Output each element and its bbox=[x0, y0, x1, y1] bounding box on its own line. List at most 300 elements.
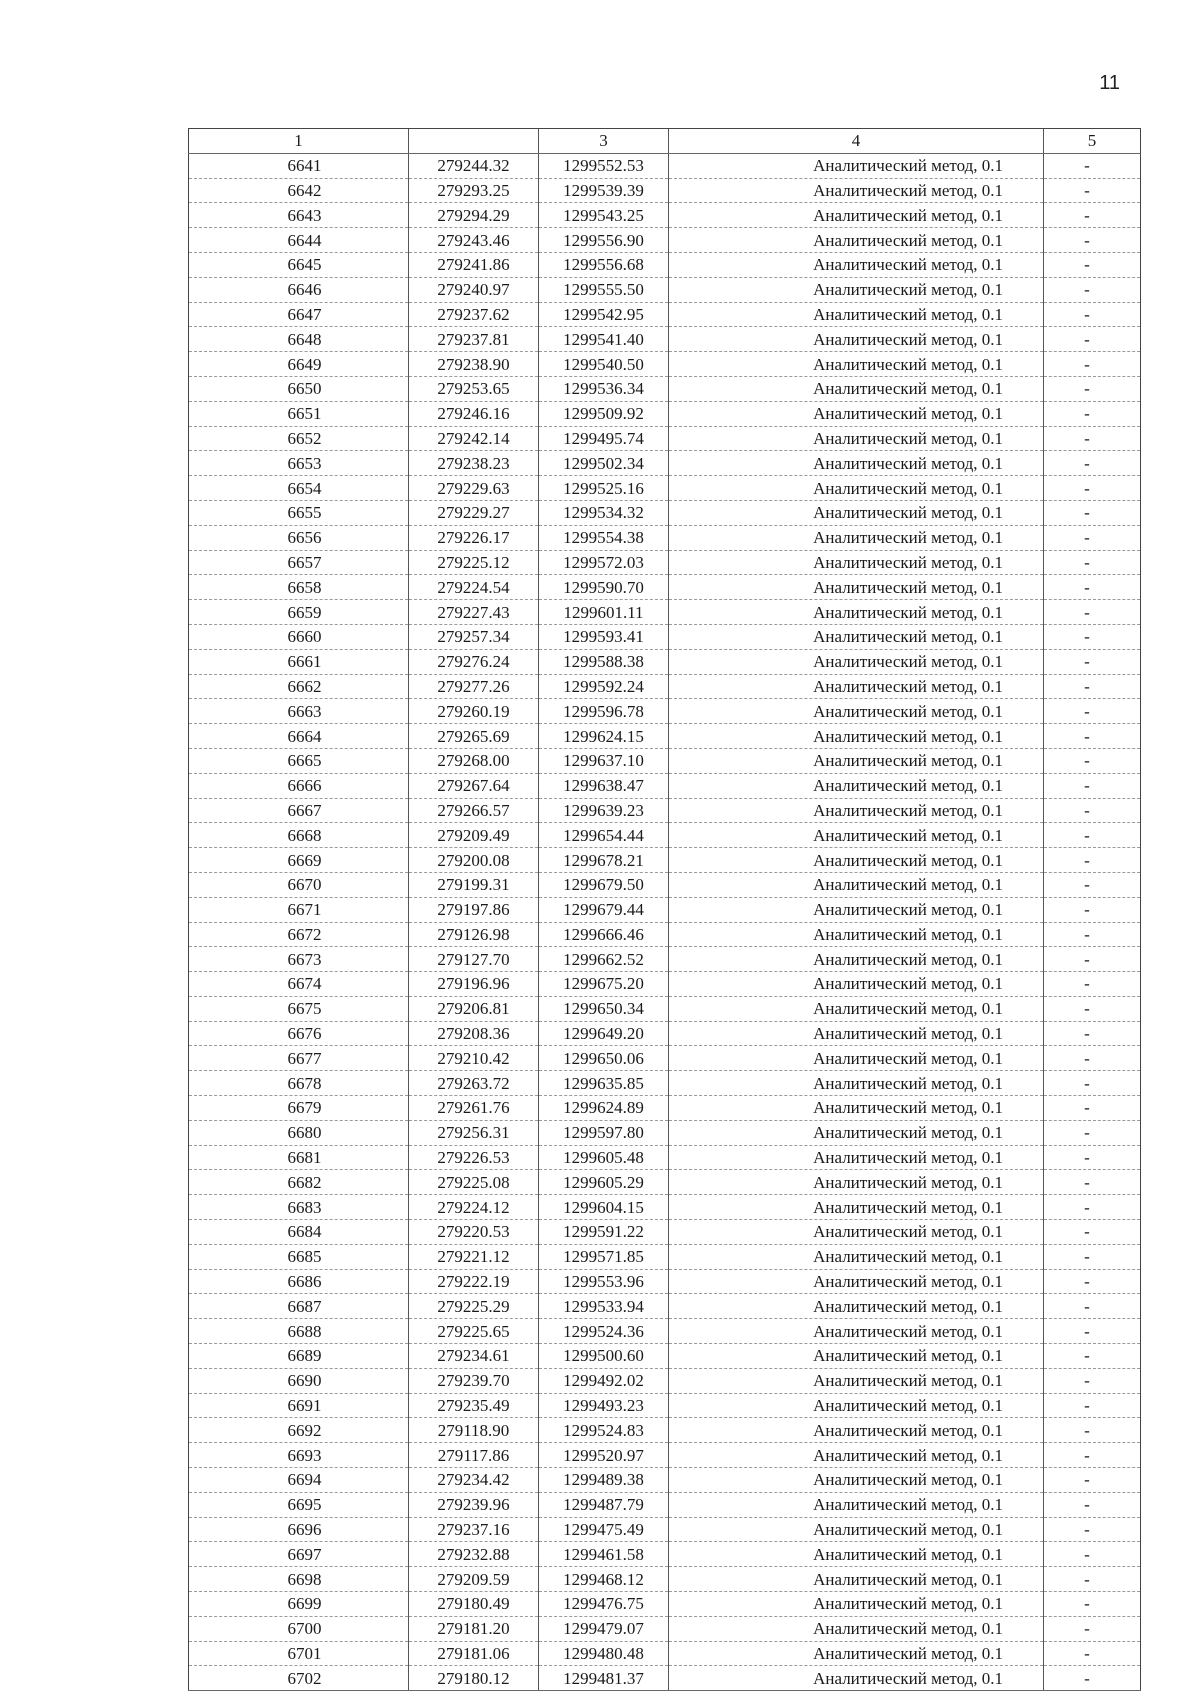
point-number-cell: 6672 bbox=[189, 922, 409, 947]
coord-x-cell: 279197.86 bbox=[409, 897, 539, 922]
coord-x-cell: 279276.24 bbox=[409, 649, 539, 674]
note-cell: - bbox=[1044, 1666, 1141, 1691]
table-row bbox=[189, 426, 1141, 451]
method-accuracy-cell: Аналитический метод, 0.1 bbox=[669, 1220, 1044, 1245]
method-accuracy-cell: Аналитический метод, 0.1 bbox=[669, 1666, 1044, 1691]
point-number-cell: 6653 bbox=[189, 451, 409, 476]
coord-x-cell: 279234.61 bbox=[409, 1344, 539, 1369]
note-cell: - bbox=[1044, 1170, 1141, 1195]
point-number-cell: 6701 bbox=[189, 1641, 409, 1666]
table-row bbox=[189, 1641, 1141, 1666]
method-accuracy-cell: Аналитический метод, 0.1 bbox=[669, 1096, 1044, 1121]
note-cell: - bbox=[1044, 1542, 1141, 1567]
note-cell: - bbox=[1044, 773, 1141, 798]
method-accuracy-cell: Аналитический метод, 0.1 bbox=[669, 476, 1044, 501]
table-row bbox=[189, 1071, 1141, 1096]
point-number-cell: 6655 bbox=[189, 500, 409, 525]
table-row bbox=[189, 649, 1141, 674]
coord-y-cell: 1299556.68 bbox=[539, 252, 669, 277]
table-row bbox=[189, 277, 1141, 302]
table-row bbox=[189, 1344, 1141, 1369]
table-row bbox=[189, 848, 1141, 873]
coord-x-cell: 279256.31 bbox=[409, 1120, 539, 1145]
coord-y-cell: 1299635.85 bbox=[539, 1071, 669, 1096]
method-accuracy-cell: Аналитический метод, 0.1 bbox=[669, 773, 1044, 798]
coord-x-cell: 279242.14 bbox=[409, 426, 539, 451]
table-row bbox=[189, 1517, 1141, 1542]
coord-x-cell: 279265.69 bbox=[409, 724, 539, 749]
method-accuracy-cell: Аналитический метод, 0.1 bbox=[669, 550, 1044, 575]
method-accuracy-cell: Аналитический метод, 0.1 bbox=[669, 327, 1044, 352]
method-accuracy-cell: Аналитический метод, 0.1 bbox=[669, 1021, 1044, 1046]
column-header-5: 5 bbox=[1044, 129, 1141, 154]
method-accuracy-cell: Аналитический метод, 0.1 bbox=[669, 748, 1044, 773]
table-row bbox=[189, 1368, 1141, 1393]
coord-x-cell: 279196.96 bbox=[409, 972, 539, 997]
method-accuracy-cell: Аналитический метод, 0.1 bbox=[669, 1492, 1044, 1517]
table-row bbox=[189, 1145, 1141, 1170]
method-accuracy-cell: Аналитический метод, 0.1 bbox=[669, 1195, 1044, 1220]
coord-y-cell: 1299475.49 bbox=[539, 1517, 669, 1542]
coord-x-cell: 279260.19 bbox=[409, 699, 539, 724]
coord-y-cell: 1299543.25 bbox=[539, 203, 669, 228]
coord-x-cell: 279209.59 bbox=[409, 1567, 539, 1592]
coord-y-cell: 1299468.12 bbox=[539, 1567, 669, 1592]
coord-y-cell: 1299650.34 bbox=[539, 996, 669, 1021]
coord-x-cell: 279220.53 bbox=[409, 1220, 539, 1245]
method-accuracy-cell: Аналитический метод, 0.1 bbox=[669, 1071, 1044, 1096]
method-accuracy-cell: Аналитический метод, 0.1 bbox=[669, 1616, 1044, 1641]
note-cell: - bbox=[1044, 674, 1141, 699]
coord-y-cell: 1299489.38 bbox=[539, 1468, 669, 1493]
note-cell: - bbox=[1044, 1294, 1141, 1319]
coord-x-cell: 279181.20 bbox=[409, 1616, 539, 1641]
coord-x-cell: 279239.70 bbox=[409, 1368, 539, 1393]
note-cell: - bbox=[1044, 1592, 1141, 1617]
point-number-cell: 6663 bbox=[189, 699, 409, 724]
coord-y-cell: 1299539.39 bbox=[539, 178, 669, 203]
coord-y-cell: 1299679.44 bbox=[539, 897, 669, 922]
method-accuracy-cell: Аналитический метод, 0.1 bbox=[669, 1567, 1044, 1592]
coord-y-cell: 1299666.46 bbox=[539, 922, 669, 947]
note-cell: - bbox=[1044, 302, 1141, 327]
coord-y-cell: 1299493.23 bbox=[539, 1393, 669, 1418]
coord-x-cell: 279222.19 bbox=[409, 1269, 539, 1294]
coord-x-cell: 279237.81 bbox=[409, 327, 539, 352]
coord-y-cell: 1299524.83 bbox=[539, 1418, 669, 1443]
coord-y-cell: 1299650.06 bbox=[539, 1046, 669, 1071]
table-row bbox=[189, 947, 1141, 972]
point-number-cell: 6699 bbox=[189, 1592, 409, 1617]
table-row bbox=[189, 451, 1141, 476]
coord-x-cell: 279261.76 bbox=[409, 1096, 539, 1121]
table-row bbox=[189, 327, 1141, 352]
coord-y-cell: 1299638.47 bbox=[539, 773, 669, 798]
table-row bbox=[189, 972, 1141, 997]
coord-y-cell: 1299553.96 bbox=[539, 1269, 669, 1294]
table-row bbox=[189, 302, 1141, 327]
table-row bbox=[189, 1269, 1141, 1294]
table-row bbox=[189, 476, 1141, 501]
point-number-cell: 6646 bbox=[189, 277, 409, 302]
table-row bbox=[189, 674, 1141, 699]
method-accuracy-cell: Аналитический метод, 0.1 bbox=[669, 624, 1044, 649]
coord-x-cell: 279240.97 bbox=[409, 277, 539, 302]
method-accuracy-cell: Аналитический метод, 0.1 bbox=[669, 1294, 1044, 1319]
coord-y-cell: 1299524.36 bbox=[539, 1319, 669, 1344]
point-number-cell: 6669 bbox=[189, 848, 409, 873]
coord-y-cell: 1299678.21 bbox=[539, 848, 669, 873]
coord-y-cell: 1299590.70 bbox=[539, 575, 669, 600]
note-cell: - bbox=[1044, 550, 1141, 575]
coord-x-cell: 279200.08 bbox=[409, 848, 539, 873]
point-number-cell: 6661 bbox=[189, 649, 409, 674]
coord-y-cell: 1299479.07 bbox=[539, 1616, 669, 1641]
coord-x-cell: 279277.26 bbox=[409, 674, 539, 699]
note-cell: - bbox=[1044, 1096, 1141, 1121]
method-accuracy-cell: Аналитический метод, 0.1 bbox=[669, 724, 1044, 749]
coord-y-cell: 1299555.50 bbox=[539, 277, 669, 302]
note-cell: - bbox=[1044, 1195, 1141, 1220]
table-row bbox=[189, 1021, 1141, 1046]
point-number-cell: 6664 bbox=[189, 724, 409, 749]
coord-x-cell: 279267.64 bbox=[409, 773, 539, 798]
coord-y-cell: 1299662.52 bbox=[539, 947, 669, 972]
note-cell: - bbox=[1044, 178, 1141, 203]
note-cell: - bbox=[1044, 649, 1141, 674]
point-number-cell: 6690 bbox=[189, 1368, 409, 1393]
page-number: 11 bbox=[1099, 72, 1120, 94]
point-number-cell: 6686 bbox=[189, 1269, 409, 1294]
coord-y-cell: 1299624.15 bbox=[539, 724, 669, 749]
coord-x-cell: 279232.88 bbox=[409, 1542, 539, 1567]
coord-y-cell: 1299492.02 bbox=[539, 1368, 669, 1393]
note-cell: - bbox=[1044, 947, 1141, 972]
coord-x-cell: 279180.12 bbox=[409, 1666, 539, 1691]
point-number-cell: 6677 bbox=[189, 1046, 409, 1071]
table-row bbox=[189, 773, 1141, 798]
note-cell: - bbox=[1044, 451, 1141, 476]
note-cell: - bbox=[1044, 1220, 1141, 1245]
point-number-cell: 6648 bbox=[189, 327, 409, 352]
note-cell: - bbox=[1044, 798, 1141, 823]
note-cell: - bbox=[1044, 426, 1141, 451]
method-accuracy-cell: Аналитический метод, 0.1 bbox=[669, 1120, 1044, 1145]
point-number-cell: 6685 bbox=[189, 1244, 409, 1269]
method-accuracy-cell: Аналитический метод, 0.1 bbox=[669, 922, 1044, 947]
point-number-cell: 6670 bbox=[189, 872, 409, 897]
table-row bbox=[189, 1244, 1141, 1269]
note-cell: - bbox=[1044, 897, 1141, 922]
table-row bbox=[189, 1220, 1141, 1245]
point-number-cell: 6698 bbox=[189, 1567, 409, 1592]
table-row bbox=[189, 748, 1141, 773]
table-row bbox=[189, 203, 1141, 228]
note-cell: - bbox=[1044, 1344, 1141, 1369]
coord-x-cell: 279225.29 bbox=[409, 1294, 539, 1319]
point-number-cell: 6702 bbox=[189, 1666, 409, 1691]
coord-y-cell: 1299520.97 bbox=[539, 1443, 669, 1468]
method-accuracy-cell: Аналитический метод, 0.1 bbox=[669, 1269, 1044, 1294]
note-cell: - bbox=[1044, 972, 1141, 997]
coord-x-cell: 279117.86 bbox=[409, 1443, 539, 1468]
coord-y-cell: 1299540.50 bbox=[539, 352, 669, 377]
table-row bbox=[189, 550, 1141, 575]
method-accuracy-cell: Аналитический метод, 0.1 bbox=[669, 1319, 1044, 1344]
method-accuracy-cell: Аналитический метод, 0.1 bbox=[669, 500, 1044, 525]
table-row bbox=[189, 1393, 1141, 1418]
coord-x-cell: 279241.86 bbox=[409, 252, 539, 277]
note-cell: - bbox=[1044, 748, 1141, 773]
note-cell: - bbox=[1044, 376, 1141, 401]
method-accuracy-cell: Аналитический метод, 0.1 bbox=[669, 178, 1044, 203]
table-row bbox=[189, 699, 1141, 724]
point-number-cell: 6695 bbox=[189, 1492, 409, 1517]
method-accuracy-cell: Аналитический метод, 0.1 bbox=[669, 1641, 1044, 1666]
note-cell: - bbox=[1044, 1393, 1141, 1418]
method-accuracy-cell: Аналитический метод, 0.1 bbox=[669, 401, 1044, 426]
method-accuracy-cell: Аналитический метод, 0.1 bbox=[669, 228, 1044, 253]
note-cell: - bbox=[1044, 624, 1141, 649]
point-number-cell: 6691 bbox=[189, 1393, 409, 1418]
coord-x-cell: 279210.42 bbox=[409, 1046, 539, 1071]
table-body bbox=[189, 153, 1141, 1690]
coord-y-cell: 1299509.92 bbox=[539, 401, 669, 426]
point-number-cell: 6684 bbox=[189, 1220, 409, 1245]
point-number-cell: 6680 bbox=[189, 1120, 409, 1145]
coord-y-cell: 1299495.74 bbox=[539, 426, 669, 451]
point-number-cell: 6679 bbox=[189, 1096, 409, 1121]
coord-y-cell: 1299654.44 bbox=[539, 823, 669, 848]
point-number-cell: 6682 bbox=[189, 1170, 409, 1195]
coord-y-cell: 1299679.50 bbox=[539, 872, 669, 897]
point-number-cell: 6643 bbox=[189, 203, 409, 228]
point-number-cell: 6683 bbox=[189, 1195, 409, 1220]
note-cell: - bbox=[1044, 277, 1141, 302]
method-accuracy-cell: Аналитический метод, 0.1 bbox=[669, 848, 1044, 873]
table-row bbox=[189, 252, 1141, 277]
table-row bbox=[189, 376, 1141, 401]
table-row bbox=[189, 153, 1141, 178]
note-cell: - bbox=[1044, 327, 1141, 352]
coord-x-cell: 279263.72 bbox=[409, 1071, 539, 1096]
table-row bbox=[189, 1616, 1141, 1641]
note-cell: - bbox=[1044, 1021, 1141, 1046]
point-number-cell: 6673 bbox=[189, 947, 409, 972]
note-cell: - bbox=[1044, 1046, 1141, 1071]
table-row bbox=[189, 872, 1141, 897]
coord-x-cell: 279253.65 bbox=[409, 376, 539, 401]
coord-y-cell: 1299572.03 bbox=[539, 550, 669, 575]
point-number-cell: 6700 bbox=[189, 1616, 409, 1641]
method-accuracy-cell: Аналитический метод, 0.1 bbox=[669, 1542, 1044, 1567]
coord-x-cell: 279237.62 bbox=[409, 302, 539, 327]
column-header-1: 1 bbox=[189, 129, 409, 154]
coord-y-cell: 1299604.15 bbox=[539, 1195, 669, 1220]
table-row bbox=[189, 228, 1141, 253]
point-number-cell: 6662 bbox=[189, 674, 409, 699]
coord-y-cell: 1299541.40 bbox=[539, 327, 669, 352]
coordinates-table bbox=[188, 128, 1141, 1691]
coord-x-cell: 279244.32 bbox=[409, 153, 539, 178]
method-accuracy-cell: Аналитический метод, 0.1 bbox=[669, 823, 1044, 848]
table-row bbox=[189, 1418, 1141, 1443]
method-accuracy-cell: Аналитический метод, 0.1 bbox=[669, 1244, 1044, 1269]
note-cell: - bbox=[1044, 525, 1141, 550]
table-row bbox=[189, 401, 1141, 426]
table-row bbox=[189, 1468, 1141, 1493]
note-cell: - bbox=[1044, 401, 1141, 426]
method-accuracy-cell: Аналитический метод, 0.1 bbox=[669, 1443, 1044, 1468]
point-number-cell: 6674 bbox=[189, 972, 409, 997]
coord-y-cell: 1299605.48 bbox=[539, 1145, 669, 1170]
point-number-cell: 6652 bbox=[189, 426, 409, 451]
coord-y-cell: 1299552.53 bbox=[539, 153, 669, 178]
note-cell: - bbox=[1044, 1492, 1141, 1517]
note-cell: - bbox=[1044, 203, 1141, 228]
method-accuracy-cell: Аналитический метод, 0.1 bbox=[669, 798, 1044, 823]
method-accuracy-cell: Аналитический метод, 0.1 bbox=[669, 203, 1044, 228]
coord-y-cell: 1299639.23 bbox=[539, 798, 669, 823]
coord-y-cell: 1299596.78 bbox=[539, 699, 669, 724]
coord-x-cell: 279118.90 bbox=[409, 1418, 539, 1443]
coord-x-cell: 279126.98 bbox=[409, 922, 539, 947]
table-row bbox=[189, 178, 1141, 203]
method-accuracy-cell: Аналитический метод, 0.1 bbox=[669, 674, 1044, 699]
coord-y-cell: 1299588.38 bbox=[539, 649, 669, 674]
table-row bbox=[189, 897, 1141, 922]
coord-x-cell: 279226.17 bbox=[409, 525, 539, 550]
coord-y-cell: 1299597.80 bbox=[539, 1120, 669, 1145]
note-cell: - bbox=[1044, 575, 1141, 600]
note-cell: - bbox=[1044, 500, 1141, 525]
note-cell: - bbox=[1044, 724, 1141, 749]
table-row bbox=[189, 1046, 1141, 1071]
coord-x-cell: 279243.46 bbox=[409, 228, 539, 253]
method-accuracy-cell: Аналитический метод, 0.1 bbox=[669, 302, 1044, 327]
point-number-cell: 6671 bbox=[189, 897, 409, 922]
coord-y-cell: 1299605.29 bbox=[539, 1170, 669, 1195]
method-accuracy-cell: Аналитический метод, 0.1 bbox=[669, 575, 1044, 600]
coord-x-cell: 279224.54 bbox=[409, 575, 539, 600]
coord-x-cell: 279225.65 bbox=[409, 1319, 539, 1344]
table-row bbox=[189, 1567, 1141, 1592]
point-number-cell: 6659 bbox=[189, 600, 409, 625]
method-accuracy-cell: Аналитический метод, 0.1 bbox=[669, 525, 1044, 550]
method-accuracy-cell: Аналитический метод, 0.1 bbox=[669, 277, 1044, 302]
coord-y-cell: 1299637.10 bbox=[539, 748, 669, 773]
table-row bbox=[189, 600, 1141, 625]
coord-y-cell: 1299675.20 bbox=[539, 972, 669, 997]
method-accuracy-cell: Аналитический метод, 0.1 bbox=[669, 1170, 1044, 1195]
point-number-cell: 6689 bbox=[189, 1344, 409, 1369]
table-row bbox=[189, 724, 1141, 749]
coord-y-cell: 1299554.38 bbox=[539, 525, 669, 550]
method-accuracy-cell: Аналитический метод, 0.1 bbox=[669, 352, 1044, 377]
method-accuracy-cell: Аналитический метод, 0.1 bbox=[669, 872, 1044, 897]
method-accuracy-cell: Аналитический метод, 0.1 bbox=[669, 1393, 1044, 1418]
coord-y-cell: 1299591.22 bbox=[539, 1220, 669, 1245]
coord-x-cell: 279234.42 bbox=[409, 1468, 539, 1493]
table-row bbox=[189, 798, 1141, 823]
coord-y-cell: 1299481.37 bbox=[539, 1666, 669, 1691]
coord-x-cell: 279221.12 bbox=[409, 1244, 539, 1269]
point-number-cell: 6678 bbox=[189, 1071, 409, 1096]
point-number-cell: 6697 bbox=[189, 1542, 409, 1567]
coord-x-cell: 279225.08 bbox=[409, 1170, 539, 1195]
note-cell: - bbox=[1044, 1443, 1141, 1468]
point-number-cell: 6654 bbox=[189, 476, 409, 501]
coord-y-cell: 1299601.11 bbox=[539, 600, 669, 625]
coord-y-cell: 1299476.75 bbox=[539, 1592, 669, 1617]
note-cell: - bbox=[1044, 1269, 1141, 1294]
table-header-row bbox=[189, 129, 1141, 154]
coord-y-cell: 1299502.34 bbox=[539, 451, 669, 476]
method-accuracy-cell: Аналитический метод, 0.1 bbox=[669, 947, 1044, 972]
table-row bbox=[189, 1170, 1141, 1195]
note-cell: - bbox=[1044, 228, 1141, 253]
note-cell: - bbox=[1044, 1145, 1141, 1170]
note-cell: - bbox=[1044, 1071, 1141, 1096]
note-cell: - bbox=[1044, 1319, 1141, 1344]
column-header-3: 3 bbox=[539, 129, 669, 154]
method-accuracy-cell: Аналитический метод, 0.1 bbox=[669, 1592, 1044, 1617]
point-number-cell: 6657 bbox=[189, 550, 409, 575]
coord-x-cell: 279294.29 bbox=[409, 203, 539, 228]
point-number-cell: 6665 bbox=[189, 748, 409, 773]
coord-x-cell: 279239.96 bbox=[409, 1492, 539, 1517]
point-number-cell: 6649 bbox=[189, 352, 409, 377]
table-row bbox=[189, 1443, 1141, 1468]
method-accuracy-cell: Аналитический метод, 0.1 bbox=[669, 153, 1044, 178]
coord-y-cell: 1299480.48 bbox=[539, 1641, 669, 1666]
point-number-cell: 6696 bbox=[189, 1517, 409, 1542]
point-number-cell: 6675 bbox=[189, 996, 409, 1021]
coord-y-cell: 1299487.79 bbox=[539, 1492, 669, 1517]
table-row bbox=[189, 575, 1141, 600]
point-number-cell: 6676 bbox=[189, 1021, 409, 1046]
coord-x-cell: 279235.49 bbox=[409, 1393, 539, 1418]
note-cell: - bbox=[1044, 1468, 1141, 1493]
table-row bbox=[189, 1542, 1141, 1567]
coord-y-cell: 1299592.24 bbox=[539, 674, 669, 699]
method-accuracy-cell: Аналитический метод, 0.1 bbox=[669, 1368, 1044, 1393]
table-row bbox=[189, 1592, 1141, 1617]
method-accuracy-cell: Аналитический метод, 0.1 bbox=[669, 426, 1044, 451]
coord-x-cell: 279257.34 bbox=[409, 624, 539, 649]
point-number-cell: 6693 bbox=[189, 1443, 409, 1468]
note-cell: - bbox=[1044, 1641, 1141, 1666]
column-header-2 bbox=[409, 129, 539, 154]
point-number-cell: 6644 bbox=[189, 228, 409, 253]
coord-x-cell: 279238.23 bbox=[409, 451, 539, 476]
point-number-cell: 6656 bbox=[189, 525, 409, 550]
coord-x-cell: 279181.06 bbox=[409, 1641, 539, 1666]
note-cell: - bbox=[1044, 872, 1141, 897]
coord-x-cell: 279180.49 bbox=[409, 1592, 539, 1617]
point-number-cell: 6694 bbox=[189, 1468, 409, 1493]
point-number-cell: 6688 bbox=[189, 1319, 409, 1344]
method-accuracy-cell: Аналитический метод, 0.1 bbox=[669, 1344, 1044, 1369]
table-row bbox=[189, 352, 1141, 377]
table-row bbox=[189, 823, 1141, 848]
method-accuracy-cell: Аналитический метод, 0.1 bbox=[669, 252, 1044, 277]
coord-x-cell: 279227.43 bbox=[409, 600, 539, 625]
table-row bbox=[189, 1319, 1141, 1344]
point-number-cell: 6692 bbox=[189, 1418, 409, 1443]
point-number-cell: 6687 bbox=[189, 1294, 409, 1319]
coord-y-cell: 1299534.32 bbox=[539, 500, 669, 525]
